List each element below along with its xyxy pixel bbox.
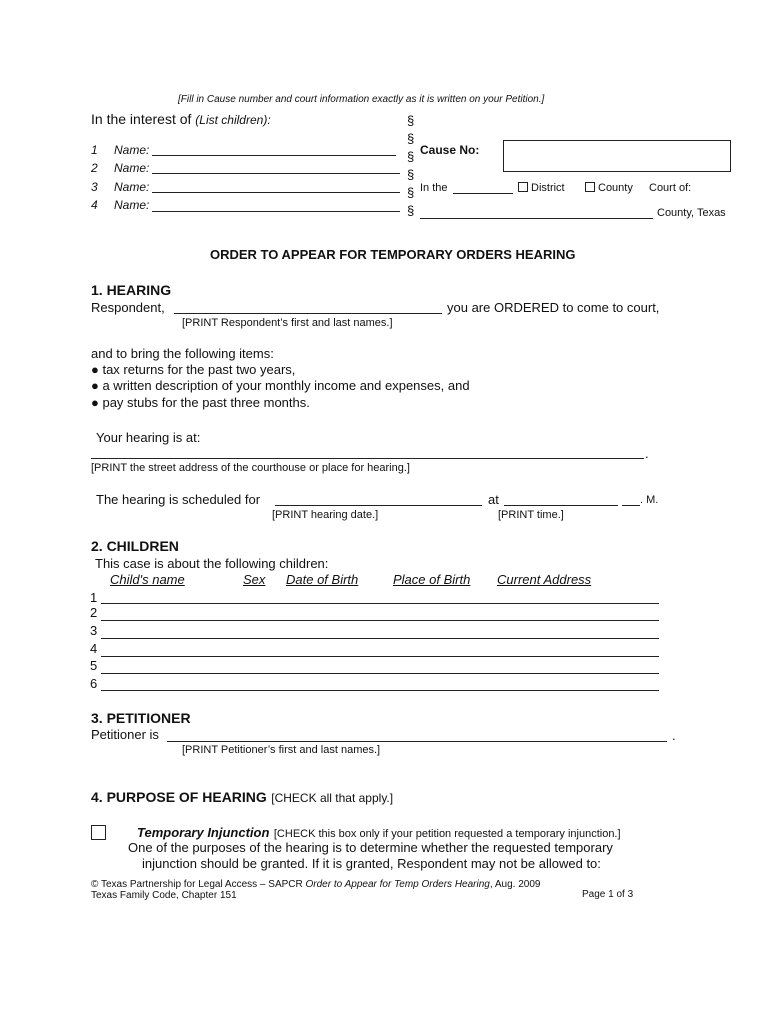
cause-label: Cause No: [420,143,480,157]
child-row-num: 3 [90,623,98,638]
name-row-num-1: 1 [91,143,98,157]
section-symbol-3: § [407,149,415,164]
am-pm-label: . M. [640,494,659,506]
name-row-num-4: 4 [91,198,98,212]
in-the-label: In the [420,182,448,194]
form-date: , Aug. 2009 [489,879,541,890]
name-field-2[interactable] [152,173,400,174]
bullet-text: a written description of your monthly income and expenses, and [102,378,470,393]
court-of-label: Court of: [649,182,692,194]
col-pob: Place of Birth [393,572,471,587]
bullet-text: pay stubs for the past three months. [102,395,310,410]
fill-instruction: [Fill in Cause number and court information exactly as it is written on your Petition.] [178,94,545,105]
respondent-name-field[interactable] [174,313,442,314]
county-label: County [598,182,633,194]
county-checkbox[interactable] [585,182,595,192]
ti-description-1: One of the purposes of the hearing is to determine whether the requested temporary [128,840,613,855]
child-row-num: 4 [90,641,98,656]
child-row-field[interactable] [101,603,659,604]
order-title: ORDER TO APPEAR FOR TEMPORARY ORDERS HEARING [210,247,576,262]
section-4-heading [91,789,393,807]
district-option[interactable] [518,182,565,194]
district-label: District [531,182,565,194]
child-row-field[interactable] [101,656,659,657]
county-name-field[interactable] [420,218,653,219]
bullet-item: ● a written description of your monthly income and expenses, and [91,378,470,393]
section-symbol-4: § [407,167,415,182]
ti-title: Temporary Injunction [137,825,270,840]
county-option[interactable] [585,182,633,194]
section-symbol-6: § [407,203,415,218]
name-row-label-3: Name: [114,180,150,194]
bullet-item: ● tax returns for the past two years, [91,362,296,377]
col-dob: Date of Birth [286,572,359,587]
child-row-field[interactable] [101,620,659,621]
section-4-title: 4. PURPOSE OF HEARING [91,789,267,805]
name-row-num-3: 3 [91,180,98,194]
county-texas-label: County, Texas [657,207,726,219]
section-symbol-2: § [407,131,415,146]
at-label: at [488,492,499,507]
address-period: . [645,446,649,461]
cause-number-box[interactable] [503,140,731,172]
col-current-address: Current Address [497,572,592,587]
interest-label: In the interest of [91,111,192,127]
petitioner-name-field[interactable] [167,741,667,742]
section-3-heading: 3. PETITIONER [91,710,191,726]
name-field-3[interactable] [152,192,400,193]
name-field-4[interactable] [152,211,400,212]
print-address-note: [PRINT the street address of the courthouse or place for hearing.] [91,462,410,474]
ordered-text: you are ORDERED to come to court, [447,300,660,315]
bullet-item: ● pay stubs for the past three months. [91,395,310,410]
copyright-text: © Texas Partnership for Legal Access – SAPCR [91,879,303,890]
children-intro: This case is about the following children: [95,556,329,571]
child-row-field[interactable] [101,673,659,674]
child-row-field[interactable] [101,638,659,639]
bullet-text: tax returns for the past two years, [102,362,296,377]
form-title: Order to Appear for Temp Orders Hearing [305,879,490,890]
print-respondent-note: [PRINT Respondent’s first and last names.] [182,317,393,329]
print-petitioner-note: [PRINT Petitioner’s first and last names.] [182,744,381,756]
col-sex: Sex [243,572,266,587]
court-number-field[interactable] [453,193,513,194]
ti-note: [CHECK this box only if your petition requested a temporary injunction.] [273,828,621,840]
col-childs-name: Child's name [110,572,185,587]
child-row-num: 6 [90,676,98,691]
section-1-heading: 1. HEARING [91,282,172,298]
petitioner-period: . [672,728,676,743]
interest-prefix [91,111,271,127]
bring-items-text: and to bring the following items: [91,346,274,361]
footer-copyright [91,879,540,890]
child-row-num: 2 [90,605,98,620]
name-field-1[interactable] [152,155,396,156]
child-row-num: 1 [90,590,98,605]
print-time-note: [PRINT time.] [498,509,564,521]
district-checkbox[interactable] [518,182,528,192]
print-date-note: [PRINT hearing date.] [272,509,379,521]
hearing-at-label: Your hearing is at: [96,430,201,445]
hearing-time-field[interactable] [504,505,618,506]
child-row-field[interactable] [101,690,659,691]
name-row-label-4: Name: [114,198,150,212]
scheduled-label: The hearing is scheduled for [96,492,261,507]
respondent-label: Respondent, [91,300,165,315]
footer-code: Texas Family Code, Chapter 151 [91,890,237,901]
name-row-label-2: Name: [114,161,150,175]
temporary-injunction-checkbox[interactable] [91,825,106,840]
list-children-label: (List children): [195,113,271,127]
check-all-note: [CHECK all that apply.] [271,791,394,805]
section-symbol-5: § [407,185,415,200]
hearing-date-field[interactable] [275,505,482,506]
ti-description-2: injunction should be granted. If it is granted, Respondent may not be allowed to: [142,856,601,871]
child-row-num: 5 [90,658,98,673]
name-row-label-1: Name: [114,143,150,157]
hearing-address-field[interactable] [91,458,644,459]
section-2-heading: 2. CHILDREN [91,538,179,554]
name-row-num-2: 2 [91,161,98,175]
page-number: Page 1 of 3 [582,889,634,900]
petitioner-is-label: Petitioner is [91,727,159,742]
section-symbol-1: § [407,113,415,128]
am-pm-field[interactable] [622,505,640,506]
